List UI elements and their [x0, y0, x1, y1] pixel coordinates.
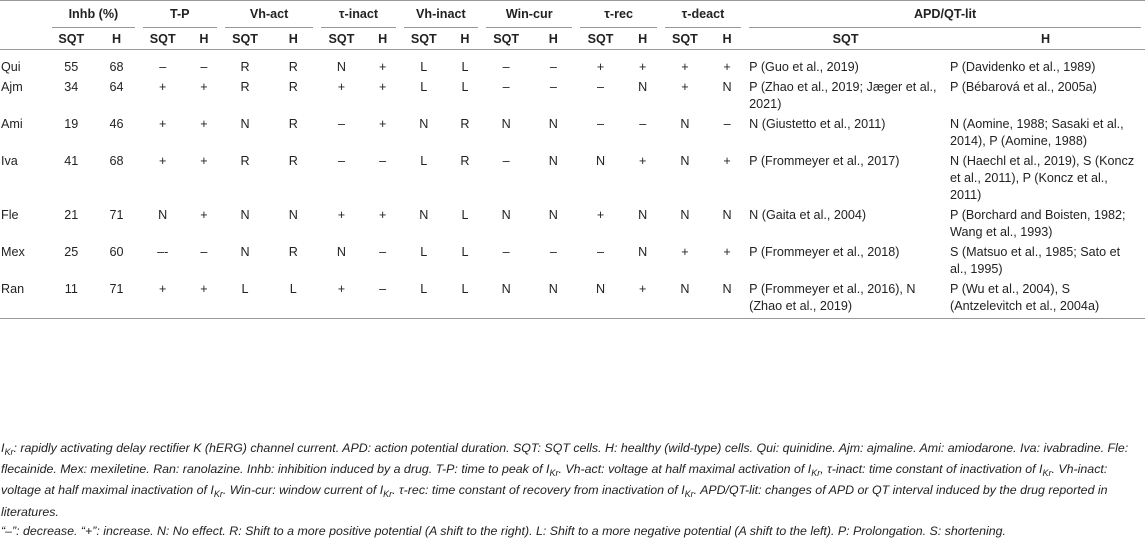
table-row	[0, 113, 1145, 150]
effect-value: +	[200, 117, 208, 131]
effect-value: L	[420, 245, 428, 259]
header-sub: SQT	[482, 29, 530, 50]
effect-value: +	[187, 278, 221, 319]
effect-value: –	[159, 60, 167, 74]
effect-value: 71	[94, 278, 138, 319]
drug-name: Mex	[1, 245, 25, 259]
effect-value: L	[461, 208, 469, 222]
lit-sqt: P (Frommeyer et al., 2018)	[749, 245, 900, 259]
effect-value: –	[337, 117, 345, 131]
effect-value: R	[288, 117, 298, 131]
effect-value: 71	[109, 208, 124, 222]
effect-value: +	[378, 117, 387, 131]
effect-value: L	[420, 80, 428, 94]
footnote-text: . Vh-inact: voltage at half maximal inactivation of I	[1, 462, 1108, 498]
effect-value: R	[288, 245, 298, 259]
effect-value: L	[461, 80, 469, 94]
ikr-subscript: Kr	[213, 489, 223, 500]
effect-value: N	[709, 278, 745, 319]
effect-value: L	[461, 245, 469, 259]
header-sub: H	[366, 29, 400, 50]
effect-value: N	[419, 117, 429, 131]
effect-value: N	[336, 60, 346, 74]
effect-value: N	[482, 278, 530, 319]
effect-value: +	[378, 80, 387, 94]
effect-value: L	[221, 278, 269, 319]
effect-value: N	[530, 278, 576, 319]
header-group	[576, 1, 660, 30]
lit-h: P (Wu et al., 2004), S (Antzelevitch et al., 2004a)	[946, 278, 1145, 319]
effect-value: N	[638, 80, 648, 94]
header-sub: SQT	[661, 29, 709, 50]
header-group	[221, 1, 317, 30]
effect-value: N	[595, 154, 606, 168]
header-row-groups	[0, 1, 1145, 30]
header-group-label: Vh-act	[225, 6, 313, 28]
header-sub: SQT	[139, 29, 187, 50]
effect-value: N	[680, 154, 690, 168]
effect-value: N	[548, 117, 558, 131]
table-row	[0, 241, 1145, 278]
footnote-text: . τ-rec: time constant of recovery from inactivation of I	[392, 483, 685, 498]
lit-sqt: P (Frommeyer et al., 2017)	[749, 154, 900, 168]
effect-value: N	[240, 208, 250, 222]
header-sub-lit: SQT	[745, 29, 946, 50]
lit-sqt: P (Guo et al., 2019)	[749, 60, 859, 74]
effect-value: R	[288, 154, 298, 168]
effect-value: +	[596, 208, 605, 222]
effect-value: +	[159, 154, 167, 168]
header-sub: SQT	[317, 29, 365, 50]
header-row-sub	[0, 29, 1145, 50]
effect-value: +	[639, 60, 647, 74]
drug-name: Ran	[0, 278, 48, 319]
header-sub: H	[530, 29, 576, 50]
effect-value: –	[379, 154, 387, 168]
footnote-text: . Win-cur: window current of I	[222, 483, 384, 498]
table-body	[0, 50, 1145, 319]
effect-value: R	[460, 117, 470, 131]
effect-value: 64	[109, 80, 124, 94]
header-sub: SQT	[221, 29, 269, 50]
effect-value: N	[158, 208, 168, 222]
effect-value: 41	[64, 154, 79, 168]
header-sub: H	[187, 29, 221, 50]
drug-name: Iva	[1, 154, 18, 168]
drug-name: Qui	[1, 60, 21, 74]
ikr-subscript: Kr	[684, 489, 694, 500]
effect-value: –	[597, 117, 605, 131]
header-sub: SQT	[48, 29, 94, 50]
effect-value: N	[336, 245, 346, 259]
ikr-subscript: Kr	[549, 468, 559, 479]
drug-name: Ami	[1, 117, 23, 131]
header-group-label: Vh-inact	[404, 6, 478, 28]
effect-value: R	[240, 60, 250, 74]
effect-value: +	[639, 154, 647, 168]
effect-value: L	[461, 60, 469, 74]
effect-value: 19	[64, 117, 79, 131]
effect-value: –	[502, 154, 510, 168]
effect-value: +	[200, 80, 208, 94]
effect-value: R	[288, 60, 298, 74]
effect-value: –	[597, 245, 605, 259]
effect-value: +	[378, 208, 387, 222]
header-group-lit	[745, 1, 1145, 30]
effect-value: R	[288, 80, 298, 94]
effect-value: N	[548, 154, 558, 168]
effect-value: +	[681, 245, 689, 259]
header-group-label: Inhb (%)	[52, 6, 134, 28]
effect-value: N	[576, 278, 624, 319]
effect-value: –	[549, 80, 557, 94]
effect-value: 68	[109, 154, 124, 168]
effect-value: L	[420, 154, 428, 168]
footnote-text: : rapidly activating delay rectifier K (hERG) channel current. APD: action potential duration. SQT: SQT cells. H: healthy (wild-type) cells. Qui: quinidine. Ajm: ajmaline. Ami: amiodarone. Iva: ivabradine. Fle: flecainide. Mex: mexiletine. Ran: ranolazine. Inhb: inhibition induced by a drug. T-P: time to peak of I	[1, 441, 1129, 477]
table-row	[0, 204, 1145, 241]
table-footnote	[1, 440, 1141, 540]
header-group	[48, 1, 138, 30]
header-group	[482, 1, 576, 30]
effect-value: +	[596, 60, 605, 74]
effect-value: N	[240, 117, 250, 131]
header-sub-lit: H	[946, 29, 1145, 50]
effect-value: –	[379, 245, 387, 259]
effect-value: 60	[109, 245, 124, 259]
effect-value: N	[288, 208, 298, 222]
effect-value: –	[200, 60, 208, 74]
effect-value: +	[317, 278, 365, 319]
header-group-label: APD/QT-lit	[749, 6, 1141, 28]
header-group-label: τ-inact	[321, 6, 395, 28]
header-group	[661, 1, 745, 30]
effect-value: –	[597, 80, 605, 94]
effect-value: N	[638, 208, 648, 222]
effect-value: +	[159, 80, 167, 94]
table-row	[0, 76, 1145, 113]
drug-name: Ajm	[1, 80, 23, 94]
table-row	[0, 50, 1145, 77]
effect-value: N	[638, 245, 648, 259]
header-sub: H	[94, 29, 138, 50]
effect-value: 21	[64, 208, 79, 222]
footnote-text: . Vh-act: voltage at half maximal activation of I	[558, 462, 812, 477]
effect-value: –	[549, 60, 557, 74]
effect-value: +	[159, 117, 167, 131]
header-sub: H	[269, 29, 317, 50]
effect-value: L	[448, 278, 482, 319]
effect-value: R	[460, 154, 470, 168]
effect-value: –	[723, 117, 731, 131]
effect-value: 11	[48, 278, 94, 319]
effect-value: 68	[109, 60, 124, 74]
effect-value: N	[680, 208, 690, 222]
effect-value: –-	[157, 245, 169, 259]
effect-value: +	[625, 278, 661, 319]
effect-value: +	[723, 154, 731, 168]
footnote-definitions	[1, 440, 1141, 521]
header-group	[139, 1, 221, 30]
effect-value: +	[337, 80, 346, 94]
effect-value: N	[680, 117, 690, 131]
header-sub: H	[448, 29, 482, 50]
header-sub: SQT	[576, 29, 624, 50]
effect-value: N	[548, 208, 558, 222]
footnote-text: . APD/QT-lit: changes of APD or QT interval induced by the drug reported in literatures.	[1, 483, 1108, 519]
header-group-label: τ-rec	[580, 6, 656, 28]
lit-sqt: N (Gaita et al., 2004)	[749, 208, 867, 222]
ikr-subscript: Kr	[383, 489, 393, 500]
effect-value: +	[139, 278, 187, 319]
footnote-text: I	[1, 441, 5, 455]
footnote-text: , τ-inact: time constant of inactivation of I	[820, 462, 1043, 477]
lit-sqt: P (Frommeyer et al., 2016), N (Zhao et al., 2019)	[745, 278, 946, 319]
header-sub: H	[625, 29, 661, 50]
ikr-subscript: Kr	[1042, 468, 1052, 479]
effect-value: –	[502, 80, 510, 94]
effect-value: –	[502, 245, 510, 259]
effect-value: –	[366, 278, 400, 319]
effect-value: 46	[109, 117, 124, 131]
effect-value: N	[501, 208, 511, 222]
drug-name: Fle	[1, 208, 19, 222]
header-sub: SQT	[400, 29, 448, 50]
effect-value: L	[420, 60, 428, 74]
effect-value: –	[200, 245, 208, 259]
footnote-legend: “–”: decrease. “+”: increase. N: No effect. R: Shift to a more positive potential (A shift to the right). L: Shift to a more negative potential (A shift to the left). P: Prolongation. S: shortening.	[1, 523, 1006, 538]
table-row	[0, 278, 1145, 319]
effect-value: 25	[64, 245, 79, 259]
effect-value: 34	[64, 80, 79, 94]
effect-value: +	[200, 154, 208, 168]
lit-h: N (Haechl et al., 2019), S (Koncz et al., 2011), P (Koncz et al., 2011)	[950, 154, 1135, 202]
effect-value: R	[240, 80, 250, 94]
effect-value: N	[722, 80, 732, 94]
header-group-label: Win-cur	[486, 6, 572, 28]
lit-h: P (Davidenko et al., 1989)	[950, 60, 1096, 74]
ikr-subscript: Kr	[4, 447, 14, 457]
header-drug-cell	[0, 1, 48, 50]
header-group-label: T-P	[143, 6, 217, 28]
lit-sqt: N (Giustetto et al., 2011)	[749, 117, 886, 131]
effect-value: N	[419, 208, 429, 222]
lit-h: N (Aomine, 1988; Sasaki et al., 2014), P (Aomine, 1988)	[950, 117, 1124, 148]
effect-value: N	[501, 117, 511, 131]
header-sub: H	[709, 29, 745, 50]
effect-value: –	[639, 117, 647, 131]
header-group	[400, 1, 482, 30]
effect-value: 55	[64, 60, 79, 74]
effect-value: +	[337, 208, 346, 222]
effect-value: +	[681, 80, 689, 94]
effect-value: +	[723, 245, 731, 259]
header-group-label: τ-deact	[665, 6, 741, 28]
effect-value: N	[240, 245, 250, 259]
lit-h: S (Matsuo et al., 1985; Sato et al., 1995)	[950, 245, 1121, 276]
header-group	[317, 1, 399, 30]
effect-value: –	[502, 60, 510, 74]
ikr-subscript: Kr	[811, 468, 821, 479]
effect-value: –	[337, 154, 345, 168]
effect-value: N	[722, 208, 732, 222]
table-row	[0, 150, 1145, 204]
effect-value: N	[661, 278, 709, 319]
lit-h: P (Borchard and Boisten, 1982; Wang et al., 1993)	[950, 208, 1126, 239]
effect-value: L	[400, 278, 448, 319]
effect-value: R	[240, 154, 250, 168]
effect-value: L	[269, 278, 317, 319]
effect-value: –	[549, 245, 557, 259]
effect-value: +	[200, 208, 208, 222]
effect-value: +	[378, 60, 387, 74]
lit-sqt: P (Zhao et al., 2019; Jæger et al., 2021)	[749, 80, 937, 111]
effect-value: +	[723, 60, 731, 74]
lit-h: P (Bébarová et al., 2005a)	[950, 80, 1097, 94]
effect-value: +	[681, 60, 689, 74]
